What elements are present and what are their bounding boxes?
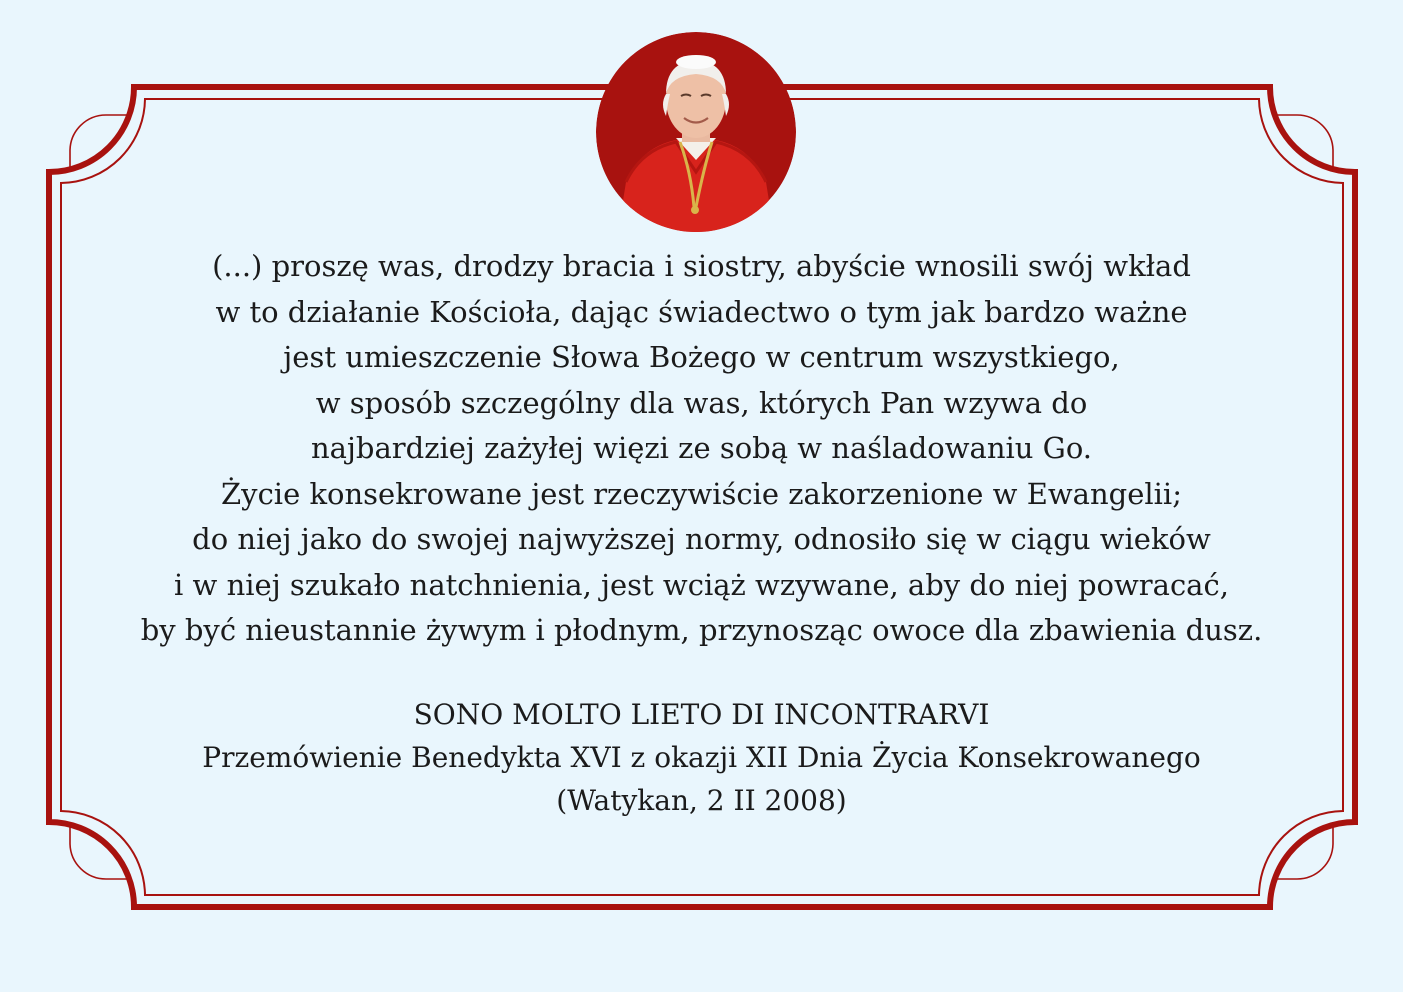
quote-line: jest umieszczenie Słowa Bożego w centrum wszystkiego, <box>283 340 1120 374</box>
quote-source <box>60 693 1343 822</box>
portrait-image <box>596 32 796 232</box>
quote-line: by być nieustannie żywym i płodnym, przynosząc owoce dla zbawienia dusz. <box>140 613 1263 647</box>
source-title: SONO MOLTO LIETO DI INCONTRARVI <box>413 698 990 731</box>
source-description: Przemówienie Benedykta XVI z okazji XII Dnia Życia Konsekrowanego <box>202 741 1201 774</box>
quote-line: w sposób szczególny dla was, których Pan wzywa do <box>315 385 1088 420</box>
quote-text <box>60 244 1343 654</box>
quote-line: najbardziej zażyłej więzi ze sobą w naśladowaniu Go. <box>310 431 1093 465</box>
quote-line: i w niej szukało natchnienia, jest wciąż wzywane, aby do niej powracać, <box>174 567 1229 602</box>
source-place-date: (Watykan, 2 II 2008) <box>556 784 847 817</box>
quote-line: do niej jako do swojej najwyższej normy, odnosiło się w ciągu wieków <box>192 522 1211 556</box>
quote-line: Życie konsekrowane jest rzeczywiście zakorzenione w Ewangelii; <box>221 476 1182 511</box>
portrait <box>596 32 796 232</box>
quote-line: w to działanie Kościoła, dając świadectwo o tym jak bardzo ważne <box>215 294 1188 329</box>
quote-line: (...) proszę was, drodzy bracia i siostry, abyście wnosili swój wkład <box>212 249 1191 283</box>
